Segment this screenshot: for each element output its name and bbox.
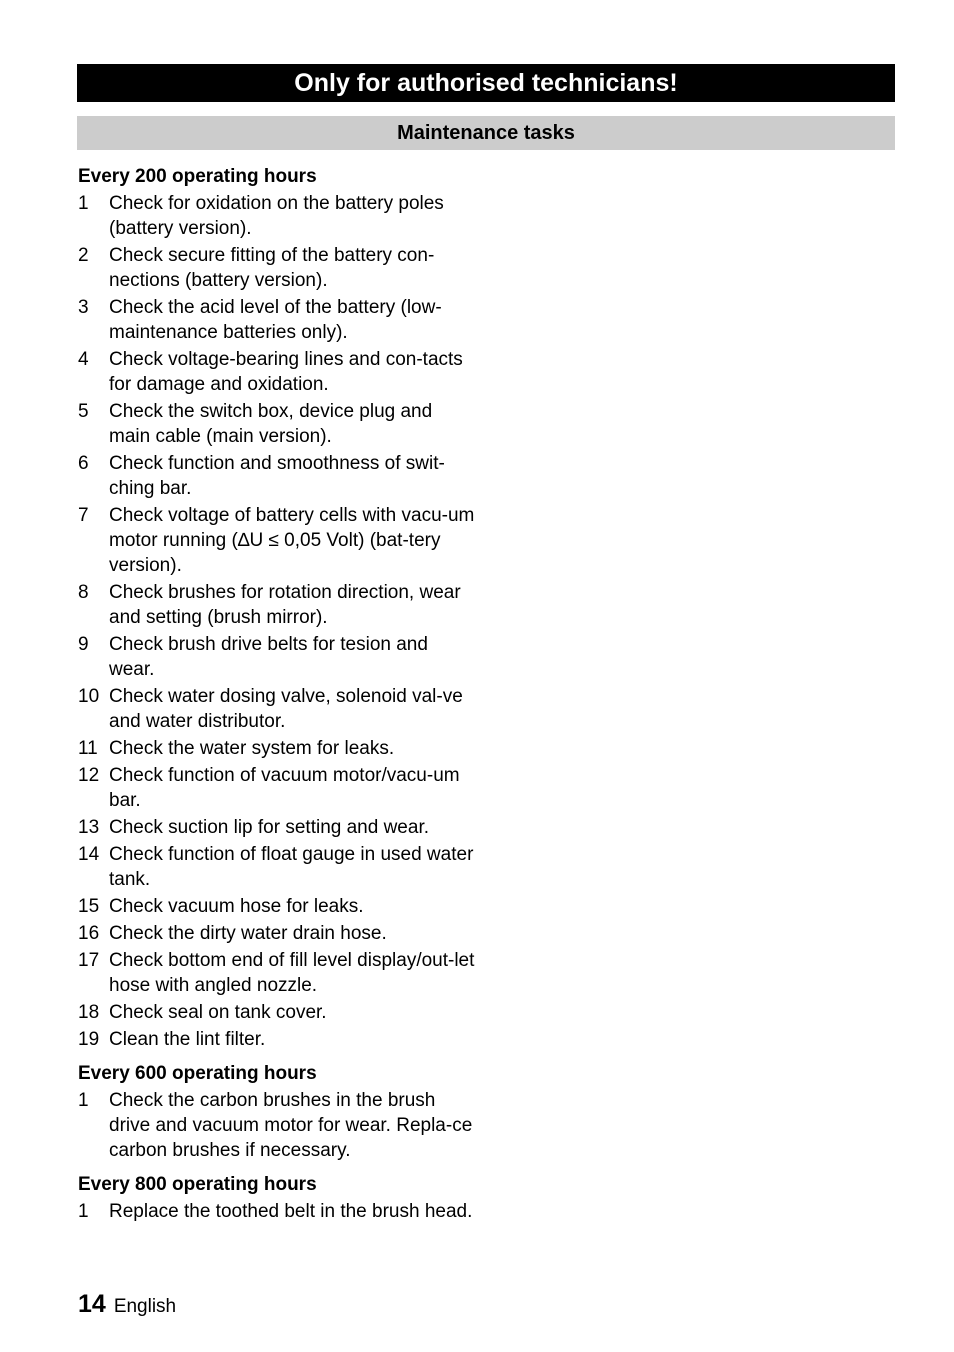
item-text: Check brushes for rotation direction, wear and setting (brush mirror). [109, 582, 461, 628]
page-number: 14 [78, 1290, 106, 1318]
maintenance-list-column [78, 164, 478, 1224]
item-text: Check the acid level of the battery (low-maintenance batteries only). [109, 297, 442, 343]
list-item [78, 295, 478, 345]
section-title: Every 600 operating hours [78, 1063, 317, 1084]
list-item [78, 399, 478, 449]
section-title: Every 200 operating hours [78, 166, 317, 187]
list-item [78, 684, 478, 734]
page-footer [78, 1290, 176, 1319]
item-number: 5 [78, 401, 89, 422]
item-number: 9 [78, 634, 89, 655]
item-number: 11 [78, 738, 98, 759]
item-text: Check the switch box, device plug and main cable (main version). [109, 401, 433, 447]
item-number: 17 [78, 950, 100, 971]
section-heading: Maintenance tasks [77, 116, 895, 150]
list-item [78, 243, 478, 293]
list-item [78, 191, 478, 241]
list-item [78, 1088, 478, 1163]
item-number: 7 [78, 505, 89, 526]
item-number: 1 [78, 1201, 89, 1222]
item-text: Check water dosing valve, solenoid val-ve and water distributor. [109, 686, 463, 732]
list-item [78, 347, 478, 397]
item-text: Clean the lint filter. [109, 1029, 266, 1050]
item-number: 15 [78, 896, 100, 917]
item-text: Check function and smoothness of swit-ching bar. [109, 453, 445, 499]
language-label: English [113, 1296, 177, 1317]
item-text: Check the water system for leaks. [109, 738, 395, 759]
item-text: Check for oxidation on the battery poles (battery version). [109, 193, 444, 239]
item-text: Check vacuum hose for leaks. [109, 896, 364, 917]
item-number: 14 [78, 844, 100, 865]
warning-banner: Only for authorised technicians! [77, 64, 895, 102]
section-200-hours [78, 164, 478, 1052]
list-item [78, 842, 478, 892]
list-item [78, 580, 478, 630]
task-list [78, 1088, 478, 1163]
item-text: Check suction lip for setting and wear. [109, 817, 430, 838]
item-number: 3 [78, 297, 89, 318]
item-text: Check voltage-bearing lines and con-tacts for damage and oxidation. [109, 349, 463, 395]
list-item [78, 763, 478, 813]
list-item [78, 948, 478, 998]
item-number: 1 [78, 193, 89, 214]
list-item [78, 632, 478, 682]
item-number: 12 [78, 765, 100, 786]
item-number: 19 [78, 1029, 100, 1050]
item-number: 6 [78, 453, 89, 474]
list-item [78, 921, 478, 946]
item-number: 18 [78, 1002, 100, 1023]
list-item [78, 503, 478, 578]
item-number: 10 [78, 686, 100, 707]
list-item [78, 1027, 478, 1052]
list-item [78, 1000, 478, 1025]
item-text: Check function of float gauge in used water tank. [109, 844, 474, 890]
item-number: 13 [78, 817, 100, 838]
list-item [78, 736, 478, 761]
item-text: Check function of vacuum motor/vacu-um bar. [109, 765, 460, 811]
item-number: 4 [78, 349, 89, 370]
list-item [78, 1199, 478, 1224]
item-text: Replace the toothed belt in the brush head. [109, 1201, 473, 1222]
item-text: Check the carbon brushes in the brush drive and vacuum motor for wear. Repla-ce carbon brushes if necessary. [109, 1090, 473, 1161]
item-text: Check seal on tank cover. [109, 1002, 327, 1023]
item-text: Check secure fitting of the battery con-nections (battery version). [109, 245, 435, 291]
list-item [78, 815, 478, 840]
item-text: Check brush drive belts for tesion and wear. [109, 634, 428, 680]
section-600-hours [78, 1061, 478, 1163]
item-number: 16 [78, 923, 100, 944]
item-number: 1 [78, 1090, 89, 1111]
item-text: Check bottom end of fill level display/out-let hose with angled nozzle. [109, 950, 475, 996]
task-list [78, 191, 478, 1052]
list-item [78, 451, 478, 501]
task-list [78, 1199, 478, 1224]
section-title: Every 800 operating hours [78, 1174, 317, 1195]
list-item [78, 894, 478, 919]
item-text: Check the dirty water drain hose. [109, 923, 387, 944]
item-text: Check voltage of battery cells with vacu-um motor running (∆U ≤ 0,05 Volt) (bat-tery version). [109, 505, 475, 576]
item-number: 8 [78, 582, 89, 603]
section-800-hours [78, 1172, 478, 1224]
item-number: 2 [78, 245, 89, 266]
